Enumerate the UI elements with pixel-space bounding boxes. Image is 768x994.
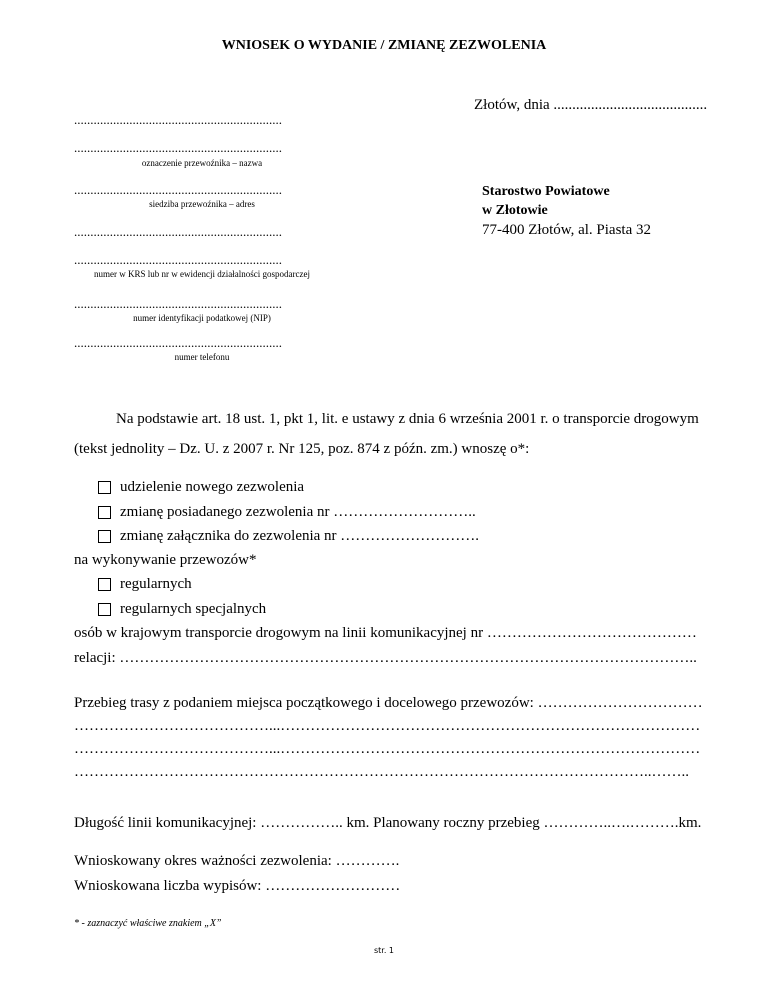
option-change-permit[interactable] xyxy=(98,504,476,521)
applicant-field-4: ................................................................ xyxy=(74,224,282,239)
option-regular[interactable] xyxy=(98,576,192,593)
option-regular-special[interactable] xyxy=(98,601,266,618)
option-change-attachment[interactable] xyxy=(98,528,479,545)
applicant-field-3: ................................................................ xyxy=(74,182,282,197)
place-date: Złotów, dnia ......................................... xyxy=(474,97,708,113)
copies-line: Wnioskowana liczba wypisów: ……………………… xyxy=(74,878,401,894)
length-line: Długość linii komunikacyjnej: …………….. km. Planowany roczny przebieg …………..….……….km. xyxy=(74,815,702,831)
footnote: * - zaznaczyć właściwe znakiem „X” xyxy=(74,918,222,929)
route-line-2: …………………………………...………………………………………………………………………… xyxy=(74,718,701,734)
applicant-field-2: ................................................................ xyxy=(74,140,282,155)
option-regular-label: regularnych xyxy=(120,576,192,592)
intro-line-1: Na podstawie art. 18 ust. 1, pkt 1, lit. e ustawy z dnia 6 września 2001 r. o transporcie drogowym xyxy=(116,411,699,427)
option-regular-special-label: regularnych specjalnych xyxy=(120,601,267,617)
checkbox-new-permit[interactable] xyxy=(98,481,111,494)
recipient-address: 77-400 Złotów, al. Piasta 32 xyxy=(482,222,652,238)
option-new-permit-label: udzielenie nowego zezwolenia xyxy=(120,479,305,495)
applicant-field-5: ................................................................ xyxy=(74,252,282,267)
checkbox-change-permit[interactable] xyxy=(98,506,111,519)
applicant-field-7: ................................................................ xyxy=(74,335,282,350)
line-number-field: osób w krajowym transporcie drogowym na linii komunikacyjnej nr …………………………………… xyxy=(74,625,697,641)
caption-nip: numer identyfikacji podatkowej (NIP) xyxy=(133,313,271,323)
caption-address: siedziba przewoźnika – adres xyxy=(149,199,255,209)
route-line-3: …………………………………...………………………………………………………………………… xyxy=(74,741,701,757)
option-change-attachment-label: zmianę załącznika do zezwolenia nr ………………………. xyxy=(120,528,480,544)
recipient-line-2: w Złotowie xyxy=(482,203,548,218)
caption-name: oznaczenie przewoźnika – nazwa xyxy=(141,158,263,168)
route-line-4: ……………………………………………………………………………………………………..…….. xyxy=(74,764,689,780)
recipient-name xyxy=(482,182,610,220)
document-title: WNIOSEK O WYDANIE / ZMIANĘ ZEZWOLENIA xyxy=(221,38,547,53)
recipient-line-1: Starostwo Powiatowe xyxy=(482,184,610,199)
checkbox-regular[interactable] xyxy=(98,578,111,591)
checkbox-change-attachment[interactable] xyxy=(98,530,111,543)
option-new-permit[interactable] xyxy=(98,479,304,496)
route-line-1: Przebieg trasy z podaniem miejsca początkowego i docelowego przewozów: …………………………… xyxy=(74,695,703,711)
caption-krs: numer w KRS lub nr w ewidencji działalności gospodarczej xyxy=(94,269,310,279)
validity-line: Wnioskowany okres ważności zezwolenia: …………. xyxy=(74,853,400,869)
applicant-field-6: ................................................................ xyxy=(74,296,282,311)
option-change-permit-label: zmianę posiadanego zezwolenia nr ……………………….. xyxy=(120,504,476,520)
page-number: str. 1 xyxy=(373,946,395,955)
intro-line-2: (tekst jednolity – Dz. U. z 2007 r. Nr 125, poz. 874 z późn. zm.) wnoszę o*: xyxy=(74,441,530,457)
transport-label: na wykonywanie przewozów* xyxy=(74,552,257,568)
checkbox-regular-special[interactable] xyxy=(98,603,111,616)
relation-field: relacji: …………………………………………………………………………………………………….. xyxy=(74,650,697,666)
applicant-field-1: ................................................................ xyxy=(74,112,282,127)
caption-phone: numer telefonu xyxy=(174,352,230,362)
